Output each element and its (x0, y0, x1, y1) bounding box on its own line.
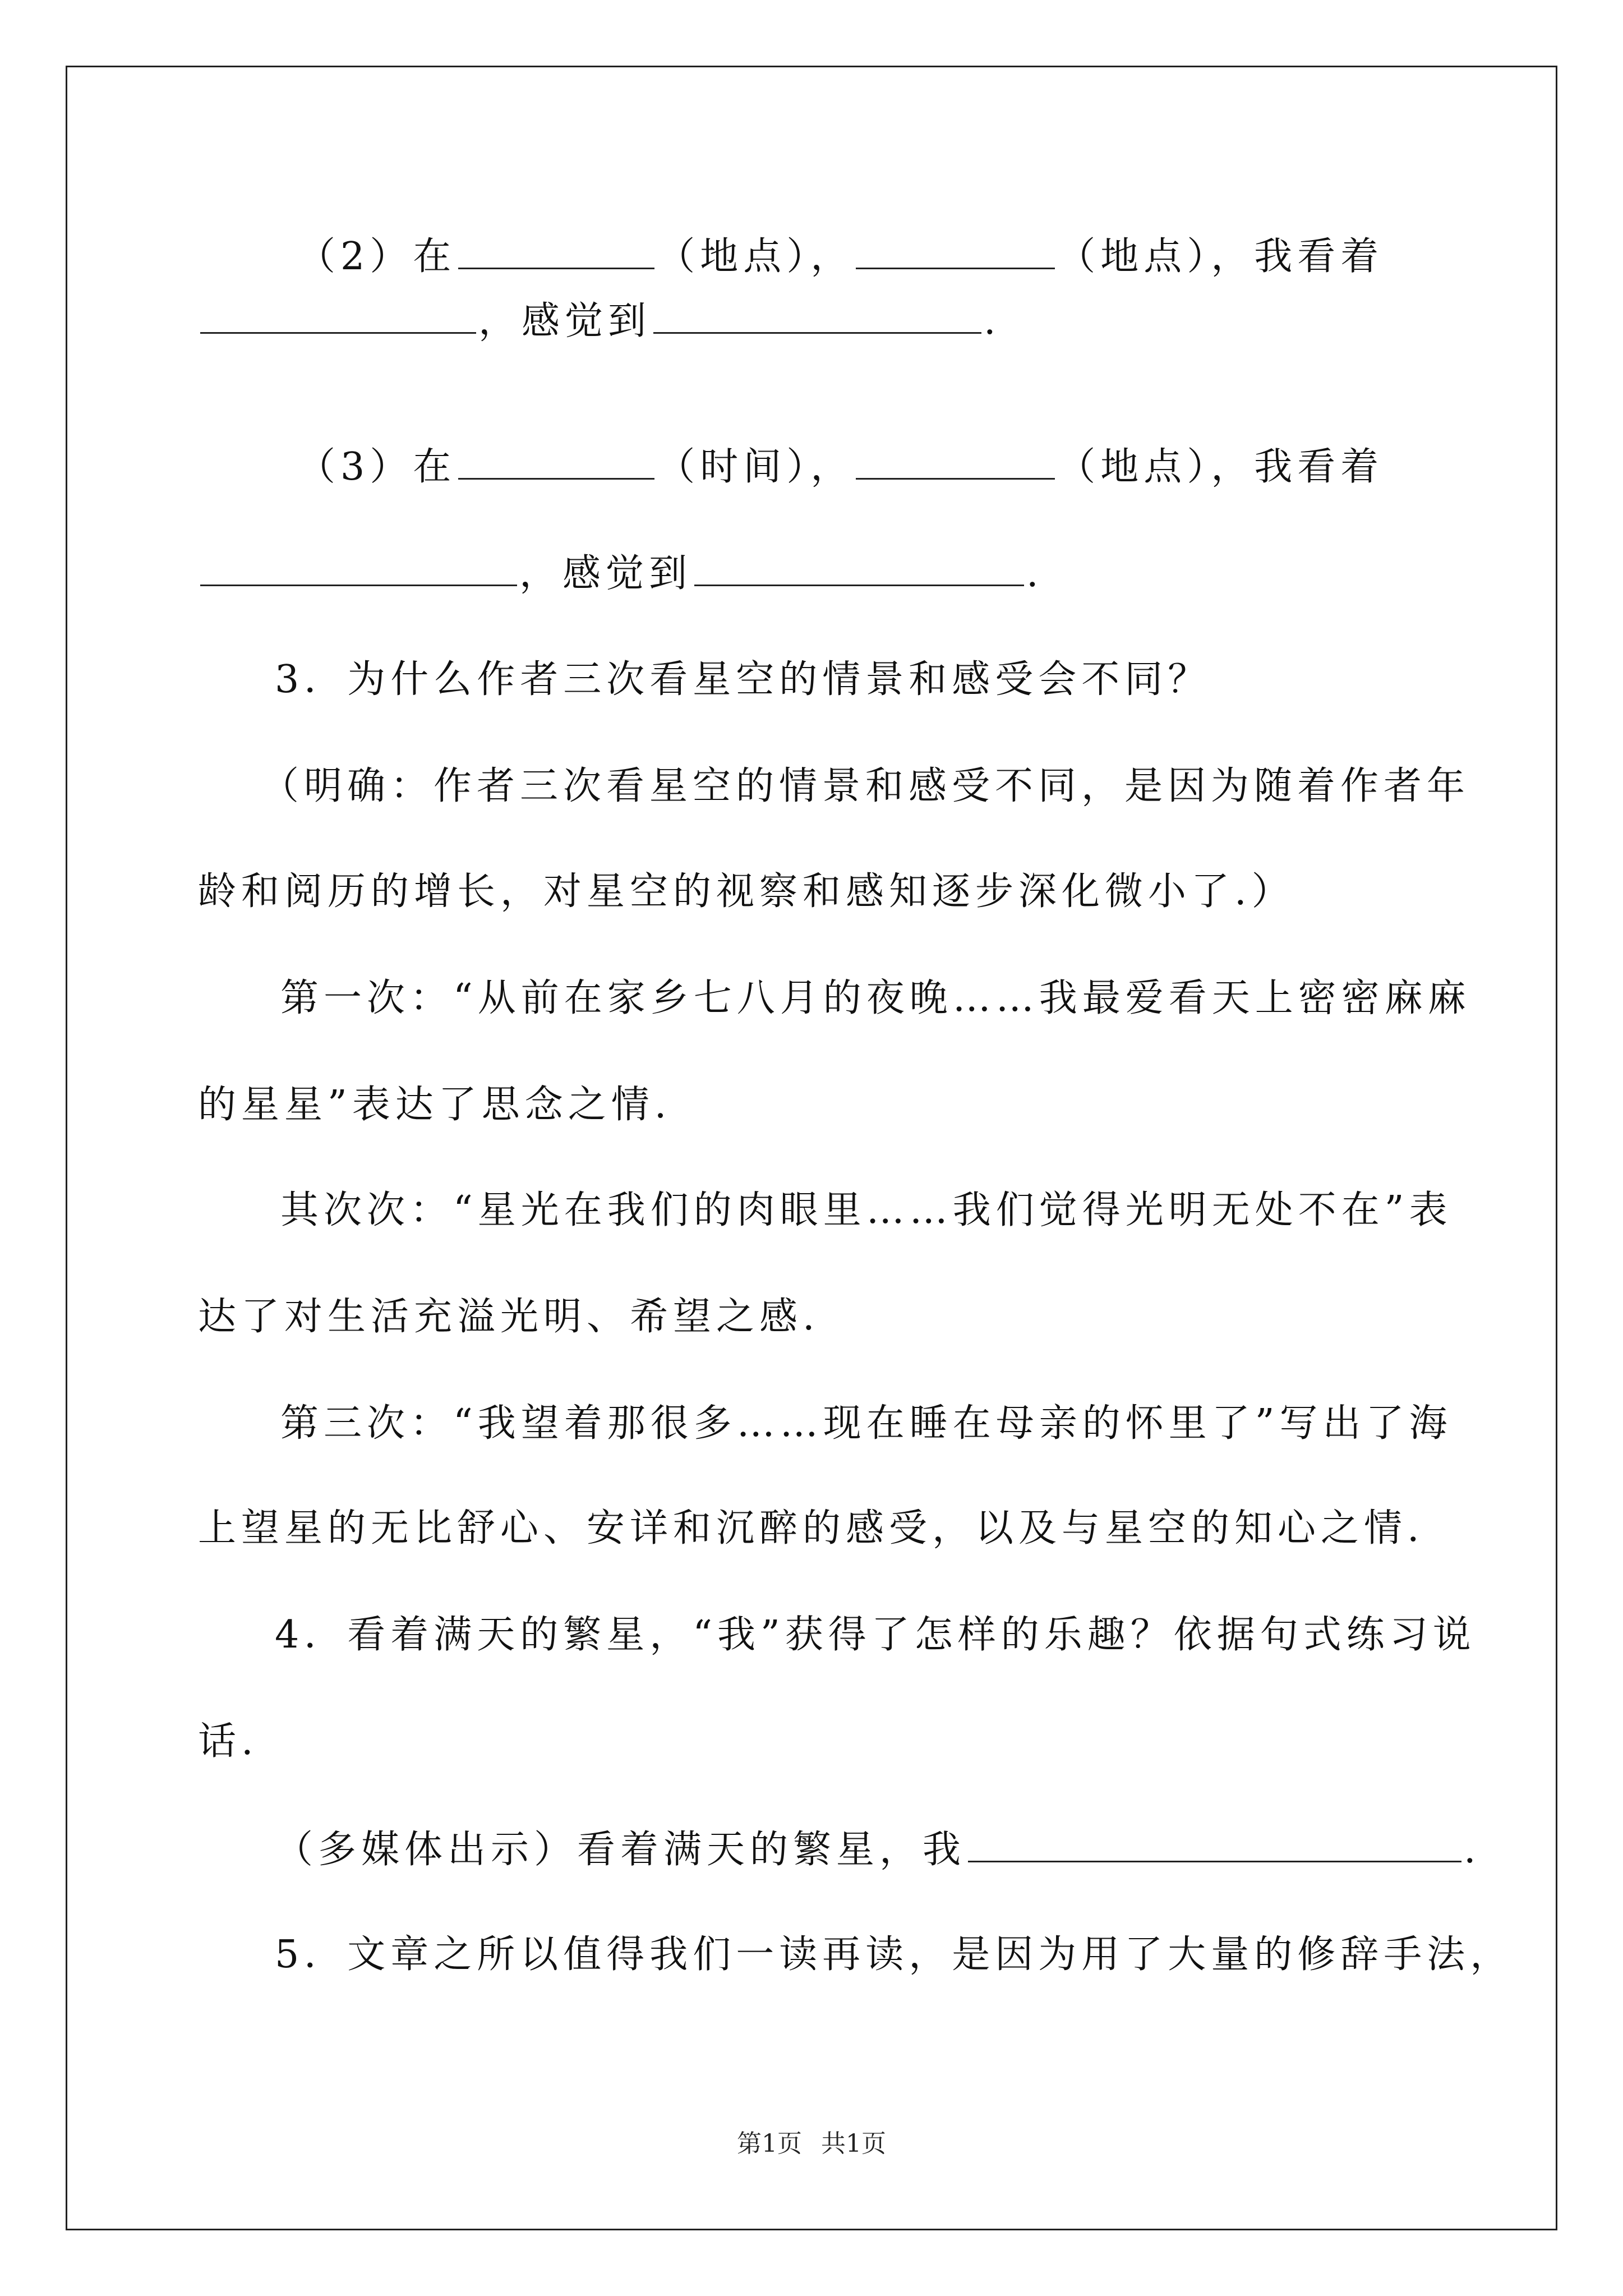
fill-blank[interactable] (856, 443, 1055, 480)
paragraph-line: 其次次：“星光在我们的肉眼里……我们觉得光明无处不在”表 (280, 1188, 1453, 1232)
page-total: 共1页 (821, 2129, 886, 2158)
page-border (66, 66, 1557, 2230)
fill-blank[interactable] (653, 297, 981, 334)
question-5: 5．文章之所以值得我们一读再读，是因为用了大量的修辞手法， (275, 1932, 1514, 1977)
fill-blank[interactable] (694, 550, 1024, 586)
fill-blank[interactable] (200, 550, 517, 586)
paragraph-line: 达了对生活充溢光明、希望之感. (198, 1295, 820, 1339)
paragraph-line: 第三次：“我望着那很多……现在睡在母亲的怀里了”写出了海 (280, 1401, 1453, 1446)
page-number: 第1页 (737, 2129, 802, 2158)
fill-blank[interactable] (968, 1826, 1461, 1862)
exercise-line-2b: ，感觉到 . (198, 297, 1001, 344)
page-footer (0, 2128, 1623, 2160)
question-4: 4．看着满天的繁星，“我”获得了怎样的乐趣？依据句式练习说 (275, 1613, 1476, 1657)
answer-line: 龄和阅历的增长，对星空的视察和感知逐步深化微小了.） (198, 869, 1295, 914)
question-3: 3．为什么作者三次看星空的情景和感受会不同？ (275, 657, 1211, 702)
paragraph-line: 的星星”表达了思念之情. (198, 1083, 672, 1127)
paragraph-line: 上望星的无比舒心、安详和沉醉的感受，以及与星空的知心之情. (198, 1506, 1424, 1550)
exercise-line-3b: ，感觉到 . (198, 550, 1044, 596)
fill-blank[interactable] (458, 443, 654, 480)
paragraph-line: 第一次：“从前在家乡七八月的夜晚……我最爱看天上密密麻麻 (280, 976, 1471, 1020)
exercise-line-3a: （3）在 （时间）， （地点），我看着 (297, 443, 1384, 490)
exercise-line-2a: （2）在 （地点）， （地点），我看着 (297, 233, 1384, 279)
answer-line: （明确：作者三次看星空的情景和感受不同，是因为随着作者年 (261, 764, 1470, 808)
exercise-line-4: （多媒体出示）看着满天的繁星，我 . (275, 1826, 1481, 1872)
fill-blank[interactable] (458, 233, 654, 269)
paragraph-line: 话. (198, 1719, 259, 1764)
fill-blank[interactable] (200, 297, 476, 334)
fill-blank[interactable] (856, 233, 1055, 269)
